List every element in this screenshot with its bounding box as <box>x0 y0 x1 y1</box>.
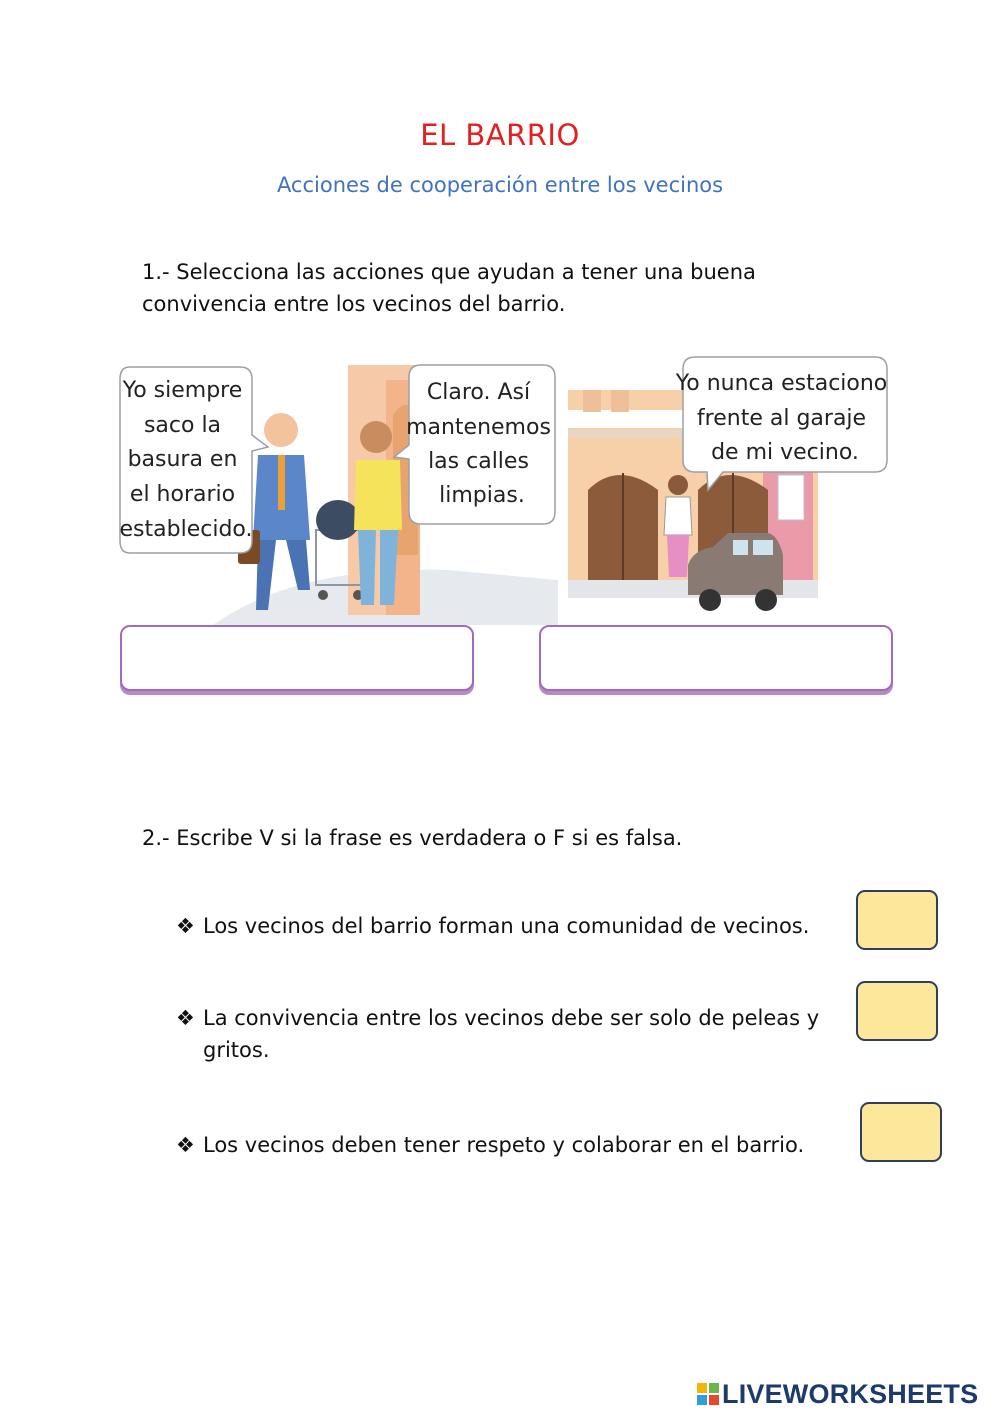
question-1-prompt: 1.- Selecciona las acciones que ayudan a tener una buena convivencia entre los vecinos del barrio. <box>142 260 756 316</box>
bubble-parking-line-1: Yo nunca estaciono <box>675 371 888 396</box>
diamond-bullet-icon: ❖ <box>176 1006 195 1030</box>
statement-3 <box>176 1129 841 1161</box>
statement-2-text: La convivencia entre los vecinos debe ser solo de peleas y gritos. <box>203 1006 820 1062</box>
liveworksheets-logo <box>697 1377 978 1411</box>
liveworksheets-logo-icon <box>697 1383 719 1405</box>
statement-2 <box>176 1002 841 1066</box>
bubble-right-line-4: limpias. <box>439 483 525 508</box>
question-2-prompt: 2.- Escribe V si la frase es verdadera o F si es falsa. <box>142 826 683 850</box>
bubble-right-line-3: las calles <box>428 449 529 474</box>
bubble-left-line-4: el horario <box>129 482 236 507</box>
true-false-input-3[interactable] <box>860 1102 942 1162</box>
statement-1 <box>176 910 841 942</box>
bubble-left-line-5: establecido. <box>119 517 253 542</box>
true-false-input-2[interactable] <box>856 981 938 1041</box>
diamond-bullet-icon: ❖ <box>176 914 195 938</box>
bubble-left-line-3: basura en <box>127 447 238 472</box>
svg-text:Yo siempre saco la <box>120 378 253 542</box>
diamond-bullet-icon: ❖ <box>176 1133 195 1157</box>
statement-1-text: Los vecinos del barrio forman una comunidad de vecinos. <box>203 914 810 938</box>
true-false-input-1[interactable] <box>856 890 938 950</box>
page-subtitle: Acciones de cooperación entre los vecinos <box>276 173 724 197</box>
bubble-parking-line-3: de mi vecino. <box>711 440 859 465</box>
bubble-right-line-1: Claro. Así <box>426 380 531 405</box>
answer-box-scene-2[interactable] <box>539 625 893 691</box>
garbage-scene-illustration <box>118 355 558 625</box>
bubble-parking-line-2: frente al garaje <box>696 406 867 431</box>
page-title: EL BARRIO <box>420 118 580 152</box>
bubble-left-line-2: saco la <box>143 413 222 438</box>
answer-box-scene-1[interactable] <box>120 625 474 691</box>
brand-text: LIVEWORKSHEETS <box>722 1378 979 1409</box>
statement-3-text: Los vecinos deben tener respeto y colaborar en el barrio. <box>203 1133 805 1157</box>
bubble-right-line-2: mantenemos <box>406 415 551 440</box>
bubble-left-line-1: Yo siempre <box>122 378 243 403</box>
parking-scene-illustration <box>563 355 893 625</box>
